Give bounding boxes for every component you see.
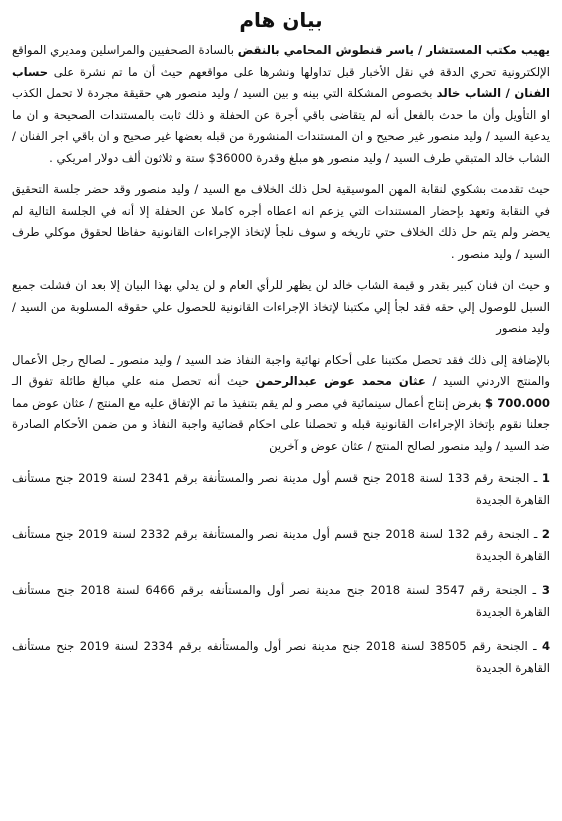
page-title: بيان هام — [239, 8, 323, 32]
intro-paragraph — [12, 40, 550, 169]
amount: 700.000 $ — [485, 395, 550, 410]
intro-bold-artist: حساب الفنان / الشاب خالد — [12, 64, 551, 100]
intro-lead: يهيب مكتب المستشار / ياسر قنطوش المحامي بالنقض — [237, 43, 550, 57]
judgments-text-3: بغرض إنتاج أعمال سينمائية في مصر و لم يقم بتنفيذ ما تم الإتفاق عليه مع المنتج / عثان عوض مما جعلنا نقوم بإتخاذ الإجراءات القانونية قبله و تحصلنا على احكام قضائية واجبة النفاذ و من ضمن الأحكام الصادرة ضد السيد / وليد منصور لصالح المنتج / عثان عوض و آخرين — [12, 395, 550, 453]
case-number: 3 — [541, 583, 550, 597]
intro-text: بالسادة الصحفيين والمراسلين ومديري المواقع الإلكترونية تحري الدقة في نقل الأخبار قبل تداولها ونشرها على مواقعهم حيث أن ما تم نشرة على — [12, 43, 550, 79]
case-text: ـ الجنحة رقم 38505 لسنة 2018 جنح مدينة نصر أول والمستأنفه برقم 2334 لسنة 2019 جنح مستأنف القاهرة الجديدة — [12, 639, 550, 675]
complaint-paragraph: حيث تقدمت بشكوي لنقابة المهن الموسيقية لحل ذلك الخلاف مع السيد / وليد منصور وقد حضر جلسة التحقيق في النقابة وتعهد بإحضار المستندات التي يزعم انه اعطاه أجره كاملا عن الحفلة إلا أنه في الجلسة التالية لم يحضر ولم يتم حل ذلك الخلاف حتي تاريخه و سوف نلجأ لإتخاذ الإجراءات القانونية حفاظا لحقوق موكلي طرف السيد / وليد منصور . — [12, 182, 550, 261]
judgments-text-1: بالإضافة إلى ذلك فقد تحصل مكتبنا على أحكام نهائية واجبة النفاذ ضد السيد / وليد منصور ـ لصالح رجل الأعمال والمنتج الاردني السيد / — [12, 352, 550, 388]
case-number: 2 — [541, 527, 550, 541]
case-text: ـ الجنحة رقم 132 لسنة 2018 جنح قسم أول مدينة نصر والمستأنفة برقم 2332 لسنة 2019 جنح مستأنف القاهرة الجديدة — [12, 527, 550, 563]
intro-text-2: بخصوص المشكلة التي بينه و بين السيد / وليد منصور هي حقيقة مجردة لا تحمل الكذب او التأويل وأن ما حدث بالفعل أنه لم يتقاضى باقي أجرة عن الحفلة و ذلك ثابت بالمستندات الصحيحة و ان ما يدعية السيد / وليد منصور غير صحيح و ان المستندات المنشورة من قبله بعضها غير صحيح و ان باقي اجر الفنان / الشاب خالد المتبقي طرف السيد / وليد منصور هو مبلغ وقدرة 36000$ ستة و ثلاثون ألف دولار امريكي . — [12, 86, 550, 165]
producer-name: عثان محمد عوض عبدالرحمن — [255, 374, 426, 388]
artist-paragraph: و حيث ان فنان كبير بقدر و قيمة الشاب خالد لن يظهر للرأي العام و لن يدلي بهذا البيان إلا بعد ان فشلت جميع السبل للوصول إلي حقه فقد لجأ إلي مكتبنا لإتخاذ الإجراءات القانونية للحصول علي حقوقه المسلوبة من السيد / وليد منصور — [12, 278, 550, 335]
case-text: ـ الجنحة رقم 3547 لسنة 2018 جنح مدينة نصر أول والمستأنفه برقم 6466 لسنة 2018 جنح مستأنف القاهرة الجديدة — [12, 583, 550, 619]
case-text: ـ الجنحة رقم 133 لسنة 2018 جنح قسم أول مدينة نصر والمستأنفة برقم 2341 لسنة 2019 جنح مستأنف القاهرة الجديدة — [12, 471, 550, 507]
case-number: 1 — [541, 471, 550, 485]
case-number: 4 — [541, 639, 551, 653]
case-item — [12, 579, 550, 623]
case-item — [12, 635, 550, 679]
case-item — [12, 467, 550, 511]
judgments-text-2: حيث أنه تحصل منه علي مبالغ طائلة تفوق الـ — [12, 374, 256, 388]
judgments-paragraph — [12, 350, 550, 458]
case-item — [12, 523, 550, 567]
